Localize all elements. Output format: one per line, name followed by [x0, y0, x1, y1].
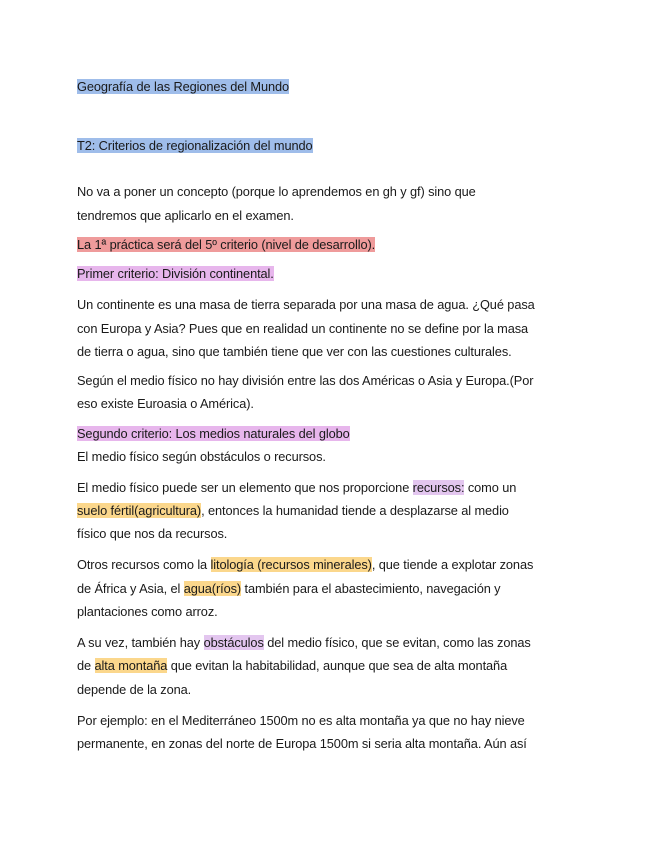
criterion-2-heading — [77, 425, 350, 443]
paragraph-6-line-1 — [77, 634, 531, 652]
intro-line-1: No va a poner un concepto (porque lo aprendemos en gh y gf) sino que — [77, 184, 476, 199]
paragraph-6-text-d: que evitan la habitabilidad, aunque que sea de alta montaña — [167, 658, 508, 673]
title-highlight: Geografía de las Regiones del Mundo — [77, 79, 290, 94]
paragraph-2-line-1: Según el medio físico no hay división entre las dos Américas o Asia y Europa.(Por — [77, 373, 534, 388]
paragraph-1-line-2: con Europa y Asia? Pues que en realidad un continente no se define por la masa — [77, 321, 529, 336]
paragraph-1-line-3: de tierra o agua, sino que también tiene que ver con las cuestiones culturales. — [77, 344, 512, 359]
practice-highlight: La 1ª práctica será del 5º criterio (nivel de desarrollo). — [77, 237, 376, 252]
document-title — [77, 78, 289, 96]
keyword-suelo-fertil: suelo fértil(agricultura) — [77, 503, 202, 518]
paragraph-5-line-1 — [77, 556, 533, 574]
paragraph-1-line-1: Un continente es una masa de tierra separada por una masa de agua. ¿Qué pasa — [77, 297, 535, 312]
paragraph-4-text-c: , entonces la humanidad tiende a desplazarse al medio — [201, 503, 509, 518]
topic-heading — [77, 137, 313, 155]
paragraph-5-line-3: plantaciones como arroz. — [77, 604, 218, 619]
paragraph-7-line-2: permanente, en zonas del norte de Europa 1500m si seria alta montaña. Aún así — [77, 736, 527, 751]
paragraph-5-text-c: de África y Asia, el — [77, 581, 184, 596]
paragraph-5-text-b: , que tiende a explotar zonas — [371, 557, 534, 572]
criterion-1-highlight: Primer criterio: División continental. — [77, 266, 274, 281]
paragraph-4-line-3: físico que nos da recursos. — [77, 526, 228, 541]
paragraph-5-text-a: Otros recursos como la — [77, 557, 211, 572]
keyword-obstaculos: obstáculos — [203, 635, 264, 650]
keyword-agua: agua(ríos) — [183, 581, 242, 596]
paragraph-4-text-a: El medio físico puede ser un elemento que nos proporcione — [77, 480, 413, 495]
keyword-alta-montana: alta montaña — [94, 658, 168, 673]
paragraph-4-line-1 — [77, 479, 516, 497]
paragraph-6-text-b: del medio físico, que se evitan, como las zonas — [263, 635, 531, 650]
paragraph-7-line-1: Por ejemplo: en el Mediterráneo 1500m no es alta montaña ya que no hay nieve — [77, 713, 525, 728]
paragraph-6-line-2 — [77, 657, 507, 675]
paragraph-2-line-2: eso existe Euroasia o América). — [77, 396, 254, 411]
paragraph-4-line-2 — [77, 502, 509, 520]
intro-line-2: tendremos que aplicarlo en el examen. — [77, 208, 294, 223]
paragraph-6-text-a: A su vez, también hay — [77, 635, 204, 650]
keyword-litologia: litología (recursos minerales) — [210, 557, 372, 572]
paragraph-6-text-c: de — [77, 658, 95, 673]
practice-note — [77, 236, 375, 254]
criterion-1-heading — [77, 265, 274, 283]
paragraph-5-text-d: también para el abastecimiento, navegación y — [241, 581, 501, 596]
paragraph-4-text-b: como un — [464, 480, 517, 495]
paragraph-5-line-2 — [77, 580, 500, 598]
keyword-recursos: recursos: — [412, 480, 465, 495]
paragraph-6-line-3: depende de la zona. — [77, 682, 192, 697]
criterion-2-highlight: Segundo criterio: Los medios naturales del globo — [77, 426, 350, 441]
topic-highlight: T2: Criterios de regionalización del mundo — [77, 138, 313, 153]
paragraph-3: El medio físico según obstáculos o recursos. — [77, 449, 326, 464]
